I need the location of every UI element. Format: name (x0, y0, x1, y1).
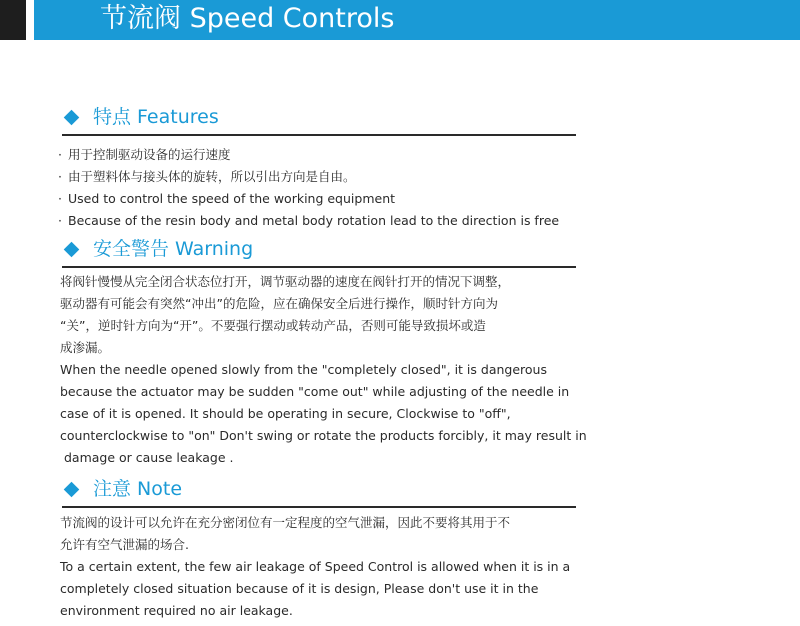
list-item (58, 166, 598, 188)
warning-title: 安全警告 Warning (93, 238, 254, 260)
text-line: 将阀针慢慢从完全闭合状态位打开，调节驱动器的速度在阀针打开的情况下调整， (60, 274, 511, 289)
text-line: 成渗漏。 (60, 340, 111, 355)
bullet-dot-icon: · (58, 213, 62, 228)
features-list (58, 144, 598, 232)
text-line: because the actuator may be sudden "come out" while adjusting of the needle in (60, 384, 570, 399)
header-blue-band (34, 0, 800, 40)
note-title: 注意 Note (93, 478, 183, 500)
note-text (60, 512, 600, 622)
feature-text: 由于塑料体与接头体的旋转，所以引出方向是自由。 (68, 169, 356, 184)
diamond-bullet-icon (64, 242, 80, 258)
text-line: “关”，逆时针方向为“开”。不要强行摆动或转动产品，否则可能导致损坏或造 (60, 318, 486, 333)
text-line: completely closed situation because of it is design, Please don't use it in the (60, 581, 539, 596)
text-line: To a certain extent, the few air leakage of Speed Control is allowed when it is in a (60, 559, 571, 574)
warning-text (60, 271, 600, 469)
bullet-dot-icon: · (58, 191, 62, 206)
feature-text: Because of the resin body and metal body rotation lead to the direction is free (68, 213, 560, 228)
text-line: damage or cause leakage . (60, 450, 234, 465)
feature-text: 用于控制驱动设备的运行速度 (68, 147, 231, 162)
features-title: 特点 Features (93, 106, 219, 128)
text-line: case of it is opened. It should be operating in secure, Clockwise to "off", (60, 406, 511, 421)
list-item (58, 144, 598, 166)
warning-section-header (62, 236, 576, 268)
diamond-bullet-icon (64, 110, 80, 126)
text-line: 节流阀的设计可以允许在充分密闭位有一定程度的空气泄漏，因此不要将其用于不 (60, 515, 511, 530)
text-line: 允许有空气泄漏的场合. (60, 537, 189, 552)
note-section-header (62, 476, 576, 508)
list-item (58, 210, 598, 232)
text-line: counterclockwise to "on" Don't swing or rotate the products forcibly, it may result in (60, 428, 587, 443)
text-line: environment required no air leakage. (60, 603, 293, 618)
bullet-dot-icon: · (58, 169, 62, 184)
text-line: When the needle opened slowly from the "completely closed", it is dangerous (60, 362, 547, 377)
features-section-header (62, 104, 576, 136)
list-item (58, 188, 598, 210)
feature-text: Used to control the speed of the working equipment (68, 191, 396, 206)
text-line: 驱动器有可能会有突然“冲出”的危险，应在确保安全后进行操作，顺时针方向为 (60, 296, 498, 311)
bullet-dot-icon: · (58, 147, 62, 162)
diamond-bullet-icon (64, 482, 80, 498)
page-title: 节流阀 Speed Controls (100, 3, 395, 34)
header-bar (0, 0, 800, 40)
header-dark-block (0, 0, 26, 40)
